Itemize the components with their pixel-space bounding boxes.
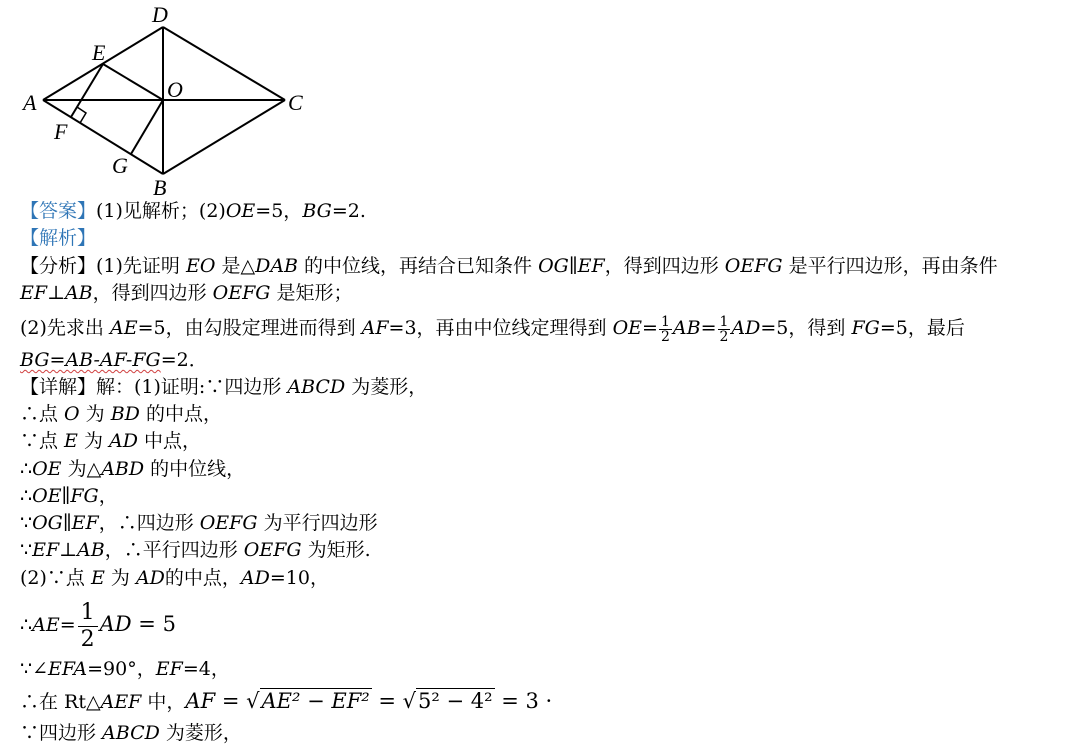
label-C: C xyxy=(288,90,303,115)
fx-l4b: =2． xyxy=(160,349,208,371)
fx-l1c: 是△ xyxy=(215,255,256,277)
detail-line-11: ∴在 Rt△AEF 中，AF = √AE² − EF² = √5² − 4² = 3 · xyxy=(20,689,553,713)
dt-l2a: ∴点 xyxy=(20,403,65,425)
dt-l5a: ∴ xyxy=(20,485,33,507)
detail-line-3 xyxy=(20,428,201,454)
fx-l2b: ⊥ xyxy=(47,282,65,304)
detail-line-5 xyxy=(20,483,118,509)
label-G: G xyxy=(112,153,128,178)
dt-l8g: =10， xyxy=(269,567,329,589)
detail-line-7 xyxy=(20,537,371,563)
dt-l11i: = 3 · xyxy=(494,689,553,713)
dt-l12b: ABCD xyxy=(102,722,160,744)
fraction-half-3 xyxy=(78,600,98,653)
dt-l7f: OEFG xyxy=(243,539,302,561)
label-F: F xyxy=(54,119,68,144)
fx-l3d: AF xyxy=(361,317,389,339)
detail-line-1 xyxy=(20,374,427,400)
fx-l3l: FG xyxy=(851,317,880,339)
fx-l2f: 是矩形； xyxy=(270,282,353,304)
fx-l2c: AB xyxy=(64,282,93,304)
dt-l8d: AD xyxy=(135,567,165,589)
fx-l1d: DAB xyxy=(255,255,299,277)
rhombus-diagram xyxy=(0,0,320,200)
fraction-half-1 xyxy=(659,315,672,344)
frac-den-1: 2 xyxy=(660,328,670,345)
dt-l5b: OE∥FG xyxy=(32,485,99,507)
fx-l2d: ，得到四边形 xyxy=(92,282,213,304)
label-D: D xyxy=(152,2,168,27)
fraction-half-2 xyxy=(718,315,731,344)
dt-l12a: ∵四边形 xyxy=(20,722,103,744)
dt-l7e: ，∴平行四边形 xyxy=(104,539,244,561)
fx-l2a: EF xyxy=(20,282,48,304)
answer-line xyxy=(20,198,366,224)
detail-line-6 xyxy=(20,510,378,536)
fx-l3b: AE xyxy=(109,317,138,339)
fx-l1i: 是平行四边形，再由条件 xyxy=(782,255,998,277)
dt-l3b: E xyxy=(64,430,78,452)
dt-l8e: 的中点， xyxy=(164,567,241,589)
fx-l3m: =5，最后 xyxy=(879,317,965,339)
label-O: O xyxy=(167,77,183,102)
frac-den-3: 2 xyxy=(80,626,95,652)
dt-l9c: = xyxy=(59,614,76,636)
dt-l11g: = xyxy=(371,689,403,713)
fx-l1h: OEFG xyxy=(724,255,783,277)
fx-l3j: AD xyxy=(731,317,761,339)
dt-l11e: = xyxy=(215,689,247,713)
fx-l3h: AB xyxy=(672,317,701,339)
dt-l5c: ， xyxy=(98,485,118,507)
dt-l2c: 为 xyxy=(79,403,111,425)
dt-l2d: BD xyxy=(110,403,140,425)
frac-num-1: 1 xyxy=(660,313,670,330)
dt-l10a: ∵∠ xyxy=(20,658,49,680)
fx-l3f: OE xyxy=(612,317,643,339)
fenxi-tag: 【分析】 xyxy=(20,255,97,277)
detail-line-10 xyxy=(20,656,230,682)
label-A: A xyxy=(23,90,37,115)
detail-line-8 xyxy=(20,565,329,591)
dt-l2e: 的中点， xyxy=(139,403,222,425)
fx-l3i: = xyxy=(700,317,717,339)
fx-l1e: 的中位线，再结合已知条件 xyxy=(298,255,539,277)
fenxi-line-3 xyxy=(20,311,965,345)
fx-l3a: (2)先求出 xyxy=(20,317,110,339)
dt-l4e: 的中位线， xyxy=(144,458,246,480)
frac-den-2: 2 xyxy=(719,328,729,345)
dt-l6a: ∵ xyxy=(20,512,33,534)
dt-l1b: ABCD xyxy=(287,376,346,398)
fx-l1g: ，得到四边形 xyxy=(604,255,725,277)
dt-l10d: EF xyxy=(155,658,183,680)
detail-line-2 xyxy=(20,401,222,427)
dt-l7b: EF xyxy=(32,539,60,561)
detail-tag: 【详解】 xyxy=(20,376,97,398)
dt-l6d: OEFG xyxy=(199,512,258,534)
dt-l11c: 中， xyxy=(141,691,186,713)
dt-l4c: 为△ xyxy=(61,458,102,480)
detail-line-12 xyxy=(20,720,242,746)
answer-v1: =5， xyxy=(255,200,303,222)
dt-l6e: 为平行四边形 xyxy=(257,512,378,534)
dt-l11h: 5² − 4² xyxy=(418,689,493,713)
dt-l6b: OG∥EF xyxy=(32,512,99,534)
dt-l7a: ∵ xyxy=(20,539,33,561)
dt-l9e: = 5 xyxy=(131,612,176,636)
detail-line-4 xyxy=(20,456,245,482)
dt-l11f: AE² − EF² xyxy=(261,689,370,713)
answer-part1: (1)见解析；(2) xyxy=(96,200,226,222)
dt-l9b: AE xyxy=(32,614,60,636)
dt-l11d: AF xyxy=(185,689,216,713)
analysis-tag: 【解析】 xyxy=(20,227,97,249)
fx-l3e: =3，再由中位线定理得到 xyxy=(388,317,613,339)
dt-l4b: OE xyxy=(32,458,62,480)
segment-OG xyxy=(131,100,163,154)
dt-l8f: AD xyxy=(240,567,270,589)
fx-l4: BG=AB-AF-FG xyxy=(20,349,161,371)
dt-l3e: 中点， xyxy=(137,430,202,452)
dt-l2b: O xyxy=(64,403,80,425)
segment-EO xyxy=(103,64,163,100)
answer-oe: OE xyxy=(225,200,256,222)
dt-l9d: AD xyxy=(99,612,132,636)
label-B: B xyxy=(153,175,167,200)
right-angle-mark xyxy=(77,107,86,123)
fenxi-line-4 xyxy=(20,347,208,373)
dt-l7d: AB xyxy=(77,539,105,561)
dt-l7c: ⊥ xyxy=(59,539,78,561)
label-E: E xyxy=(92,40,106,65)
dt-l4d: ABD xyxy=(101,458,145,480)
dt-l11b: AEF xyxy=(100,691,142,713)
dt-l4a: ∴ xyxy=(20,458,33,480)
dt-l10e: =4， xyxy=(182,658,230,680)
dt-l8b: E xyxy=(90,567,105,589)
segment-EF xyxy=(71,64,103,117)
dt-l3a: ∵点 xyxy=(20,430,65,452)
dt-l1c: 为菱形， xyxy=(345,376,428,398)
fx-l3g: = xyxy=(642,317,658,339)
dt-l3c: 为 xyxy=(77,430,110,452)
dt-l1a: 解：(1)证明:∵四边形 xyxy=(96,376,288,398)
frac-num-3: 1 xyxy=(78,600,98,627)
dt-l10c: =90°， xyxy=(87,658,156,680)
detail-line-9 xyxy=(20,596,176,653)
answer-v2: =2. xyxy=(331,200,366,222)
dt-l3d: AD xyxy=(109,430,138,452)
dt-l7g: 为矩形. xyxy=(301,539,371,561)
fx-l1b: EO xyxy=(185,255,216,277)
fx-l1f: OG∥EF xyxy=(538,255,605,277)
dt-l9a: ∴ xyxy=(20,614,33,636)
segment-CB xyxy=(163,100,285,174)
fenxi-line-2 xyxy=(20,280,353,306)
fenxi-line-1 xyxy=(20,253,998,279)
dt-l10b: EFA xyxy=(48,658,88,680)
fx-l3k: =5，得到 xyxy=(760,317,852,339)
fx-l3c: =5，由勾股定理进而得到 xyxy=(137,317,362,339)
dt-l6c: ，∴四边形 xyxy=(98,512,200,534)
dt-l8c: 为 xyxy=(104,567,136,589)
frac-num-2: 1 xyxy=(719,313,729,330)
answer-bg: BG xyxy=(302,200,332,222)
answer-tag: 【答案】 xyxy=(20,200,97,222)
fx-l1a: (1)先证明 xyxy=(96,255,186,277)
dt-l11a: ∴在 Rt△ xyxy=(20,691,101,713)
fx-l2e: OEFG xyxy=(212,282,271,304)
dt-l12c: 为菱形， xyxy=(159,722,242,744)
dt-l8a: (2)∵点 xyxy=(20,567,91,589)
